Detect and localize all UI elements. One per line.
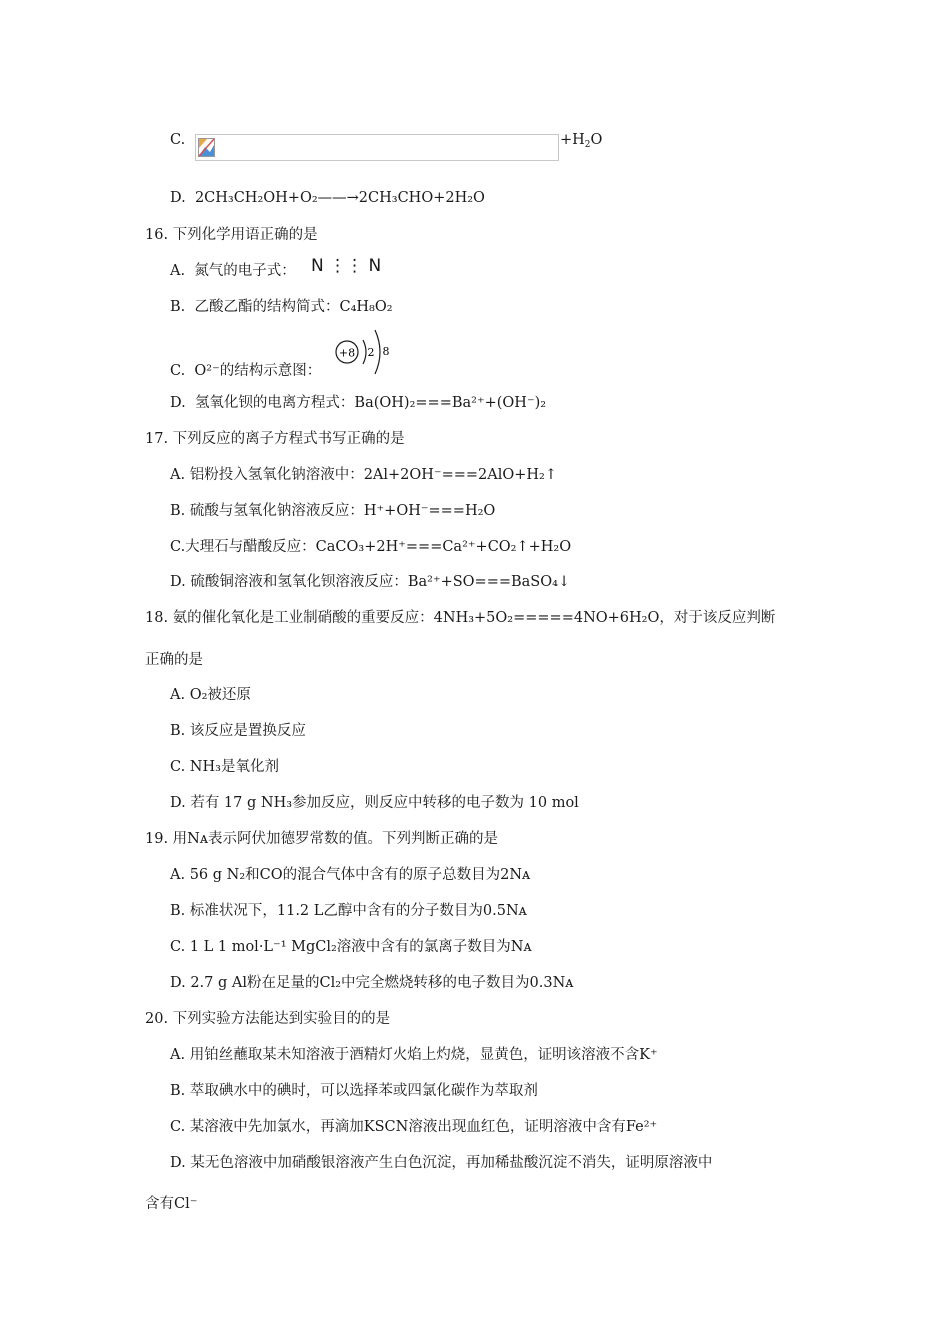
q16-option-a-label: A. xyxy=(170,263,186,279)
q20-stem: 20. 下列实验方法能达到实验目的的是 xyxy=(145,1011,391,1027)
broken-image-placeholder xyxy=(195,134,559,161)
q16-option-b-text: 乙酸乙酯的结构简式：C₄H₈O₂ xyxy=(194,299,393,315)
q15-option-c-label: C. xyxy=(170,132,186,148)
q15-option-d-text: 2CH₃CH₂OH+O₂——→2CH₃CHO+2H₂O xyxy=(194,190,485,206)
q16-option-b xyxy=(170,297,393,317)
q20-option-d: D. 某无色溶液中加硝酸银溶液产生白色沉淀，再加稀盐酸沉淀不消失，证明原溶液中 xyxy=(170,1155,713,1171)
shell-1-electrons: 2 xyxy=(367,346,375,359)
q18-stem: 18. 氨的催化氧化是工业制硝酸的重要反应：4NH₃+5O₂=====4NO+6H₂O，对于该反应判断 xyxy=(145,610,776,626)
q17-option-a: A. 铝粉投入氢氧化钠溶液中：2Al+2OH⁻===2AlO+H₂↑ xyxy=(170,467,558,483)
q15-option-c-h: +H xyxy=(560,132,585,148)
q15-option-c-o: O xyxy=(590,132,603,148)
q16-stem: 16. 下列化学用语正确的是 xyxy=(145,227,318,243)
q19-stem: 19. 用Nᴀ表示阿伏加德罗常数的值。下列判断正确的是 xyxy=(145,831,499,847)
q19-option-a: A. 56 g N₂和CO的混合气体中含有的原子总数目为2Nᴀ xyxy=(170,867,531,883)
shell-2-electrons: 8 xyxy=(382,345,390,358)
q16-option-c-label: C. xyxy=(170,363,186,379)
q16-option-a xyxy=(170,261,296,281)
q16-option-c xyxy=(170,361,321,381)
q19-option-d: D. 2.7 g Al粉在足量的Cl₂中完全燃烧转移的电子数目为0.3Nᴀ xyxy=(170,975,574,991)
q17-stem: 17. 下列反应的离子方程式书写正确的是 xyxy=(145,431,405,447)
q20-option-a: A. 用铂丝蘸取某未知溶液于酒精灯火焰上灼烧，显黄色，证明该溶液不含K⁺ xyxy=(170,1047,658,1063)
q19-option-b: B. 标准状况下，11.2 L乙醇中含有的分子数目为0.5Nᴀ xyxy=(170,903,527,919)
q17-option-d: D. 硫酸铜溶液和氢氧化钡溶液反应：Ba²⁺+SO===BaSO₄↓ xyxy=(170,574,571,590)
nucleus-charge: +8 xyxy=(338,346,356,360)
electron-shell-2 xyxy=(375,330,380,374)
q18-stem-continued: 正确的是 xyxy=(145,652,203,668)
q20-option-d-continued: 含有Cl⁻ xyxy=(145,1196,198,1212)
broken-image-icon xyxy=(198,138,216,158)
q16-option-b-label: B. xyxy=(170,299,186,315)
q18-option-c: C. NH₃是氧化剂 xyxy=(170,759,279,775)
q15-option-c-tail: $+H_2O$ xyxy=(560,132,603,150)
q18-option-a: A. O₂被还原 xyxy=(170,687,251,703)
q20-option-c: C. 某溶液中先加氯水，再滴加KSCN溶液出现血红色，证明溶液中含有Fe²⁺ xyxy=(170,1119,658,1135)
q16-option-d xyxy=(170,393,546,413)
q16-option-d-text: 氢氧化钡的电离方程式：Ba(OH)₂===Ba²⁺+(OH⁻)₂ xyxy=(194,395,547,411)
q19-option-c: C. 1 L 1 mol·L⁻¹ MgCl₂溶液中含有的氯离子数目为Nᴀ xyxy=(170,939,532,955)
q15-option-d xyxy=(170,188,485,208)
q18-option-d: D. 若有 17 g NH₃参加反应，则反应中转移的电子数为 10 mol xyxy=(170,795,579,811)
q18-option-b: B. 该反应是置换反应 xyxy=(170,723,306,739)
q16-option-a-text: 氮气的电子式： xyxy=(194,263,296,279)
nitrogen-electron-formula: N ⋮⋮ N xyxy=(311,256,382,276)
q16-option-c-text: O²⁻的结构示意图： xyxy=(194,363,322,379)
q15-option-d-label: D. xyxy=(170,190,186,206)
electron-shell-1 xyxy=(363,340,366,364)
q20-option-b: B. 萃取碘水中的碘时，可以选择苯或四氯化碳作为萃取剂 xyxy=(170,1083,538,1099)
q17-option-b: B. 硫酸与氢氧化钠溶液反应：H⁺+OH⁻===H₂O xyxy=(170,503,496,519)
oxygen-ion-structure-diagram xyxy=(333,327,397,377)
q17-option-c: C.大理石与醋酸反应：CaCO₃+2H⁺===Ca²⁺+CO₂↑+H₂O xyxy=(170,539,572,555)
q16-option-d-label: D. xyxy=(170,395,186,411)
